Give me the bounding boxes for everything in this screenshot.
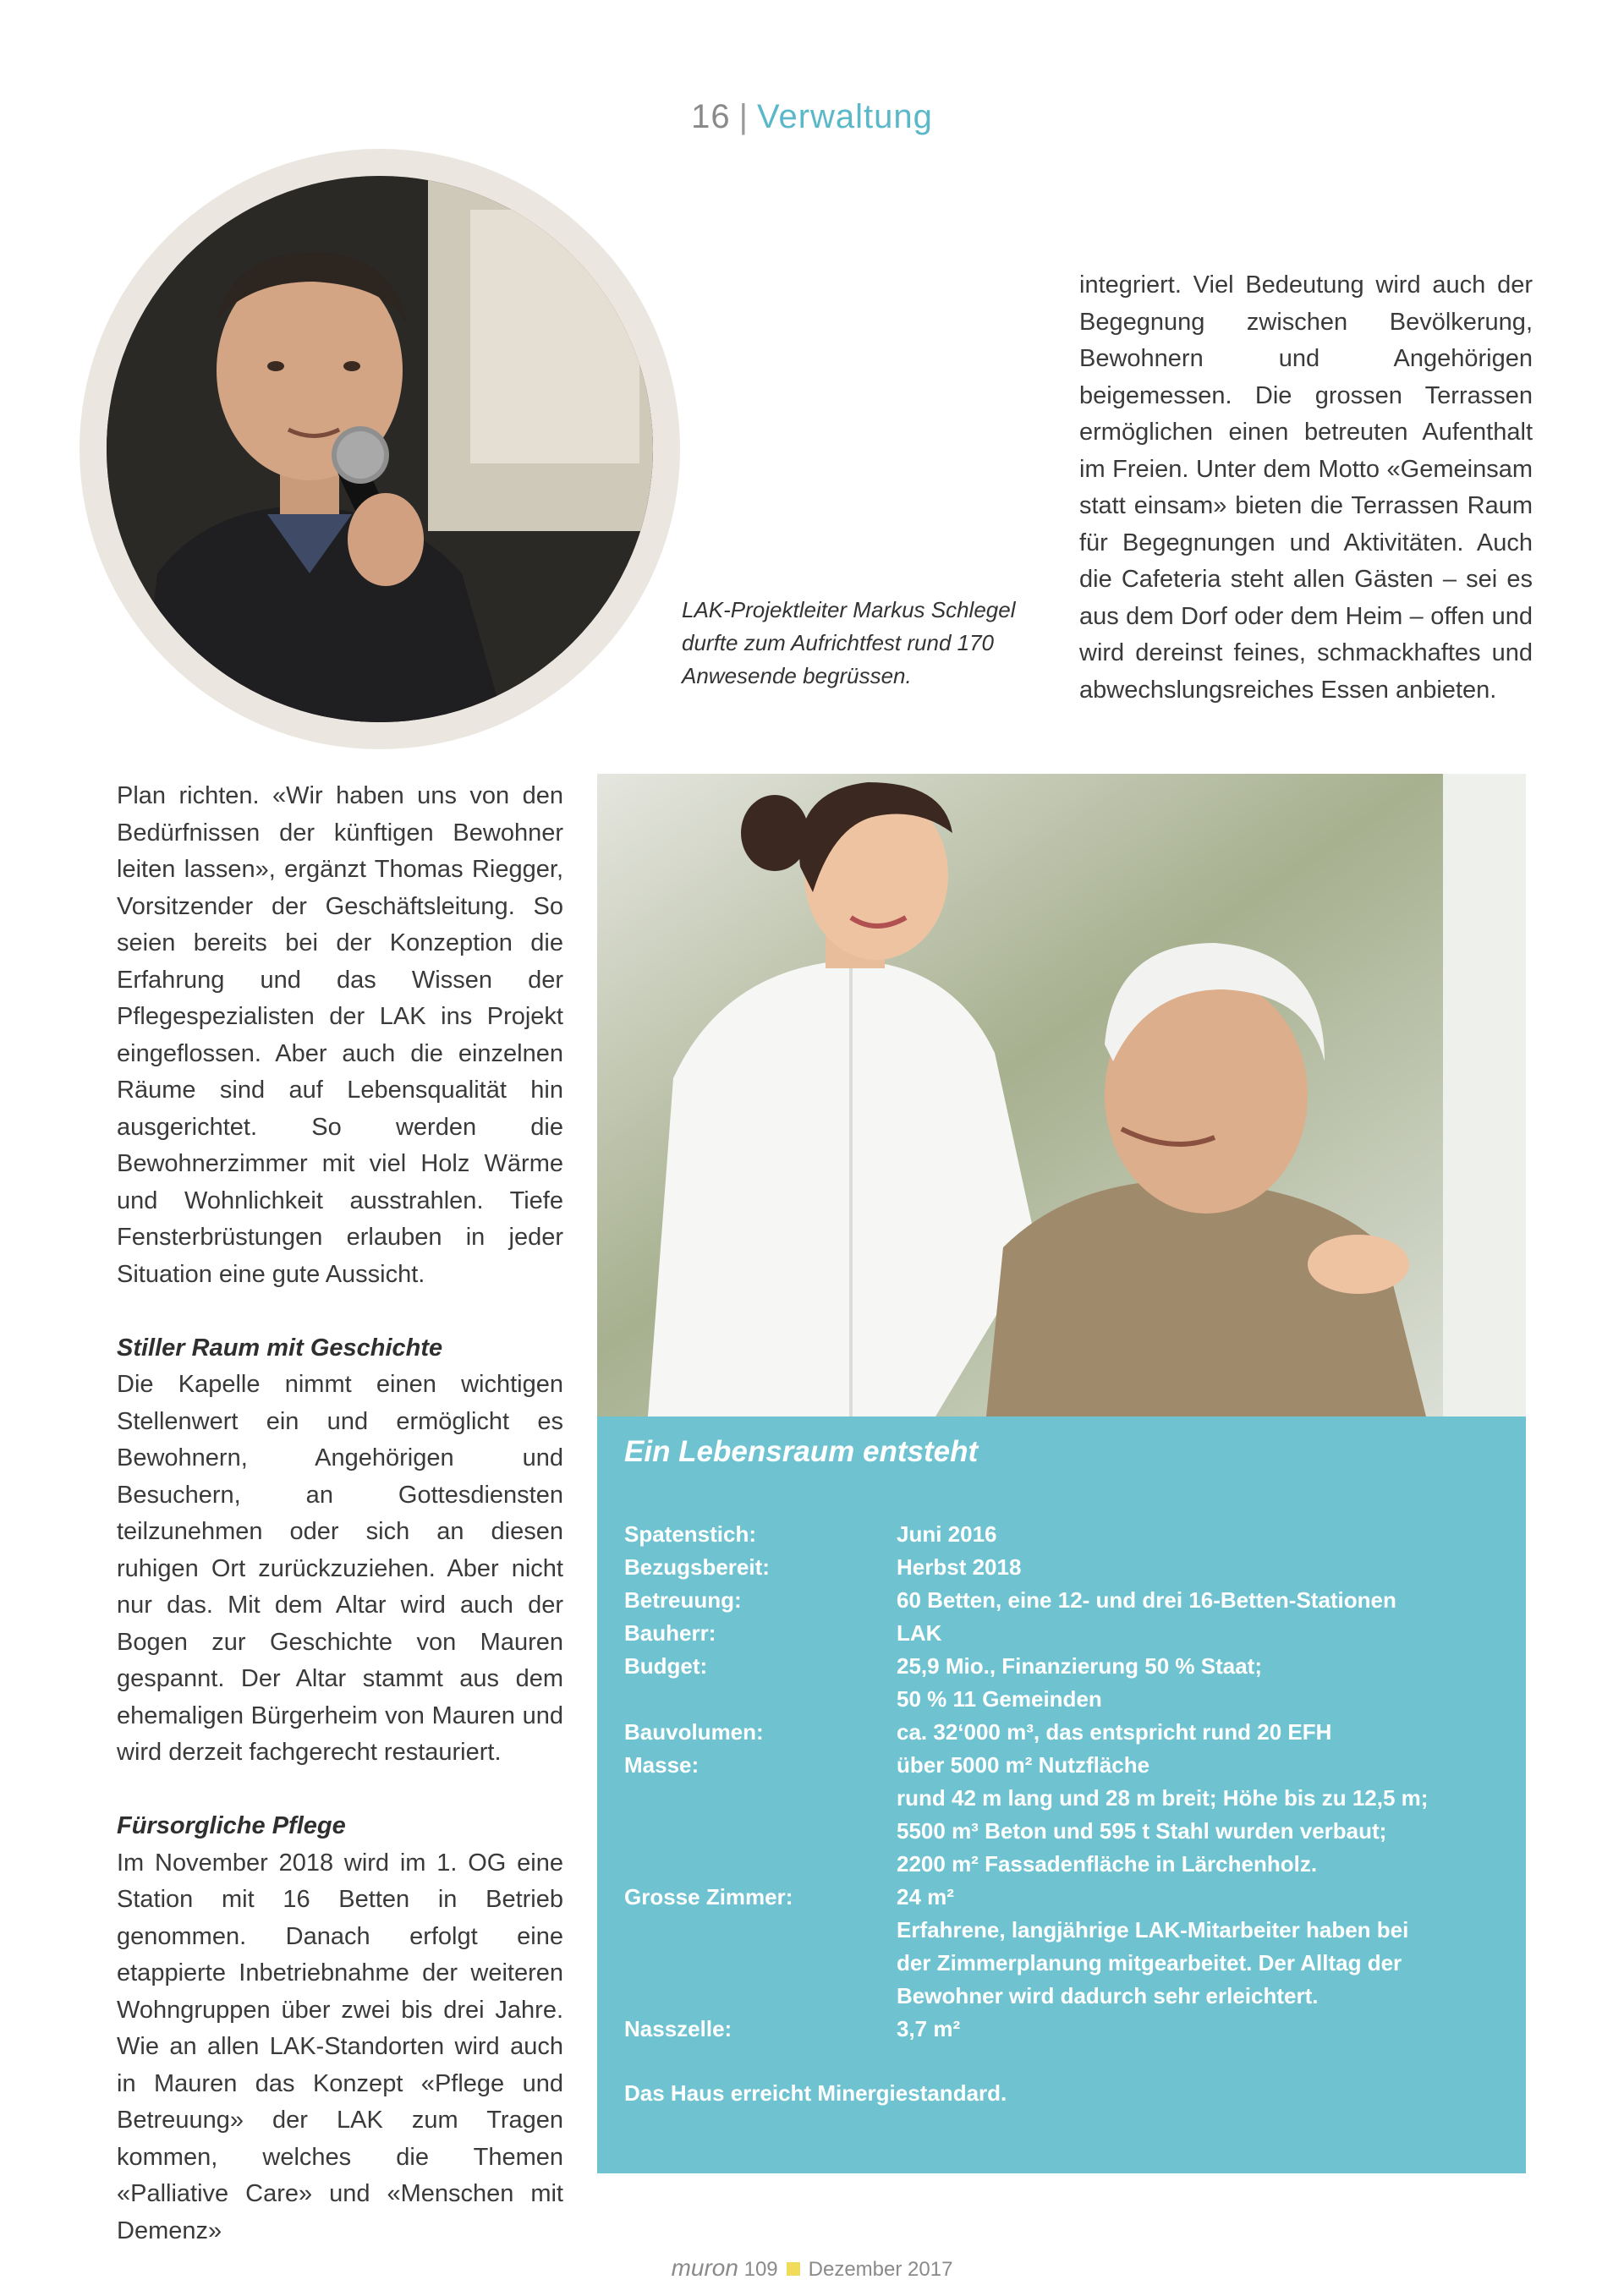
fact-box-title: Ein Lebensraum entsteht: [624, 1435, 979, 1468]
fact-key: Bezugsbereit:: [624, 1554, 770, 1580]
heading-fuersorgliche-pflege: Fürsorgliche Pflege: [117, 1812, 346, 1839]
fact-key: Betreuung:: [624, 1587, 742, 1613]
fact-row: [624, 1584, 1504, 1617]
fact-value: 50 % 11 Gemeinden: [897, 1686, 1102, 1712]
fact-row: [624, 2013, 1504, 2046]
heading-stiller-raum: Stiller Raum mit Geschichte: [117, 1334, 443, 1362]
fact-list: [624, 1518, 1504, 2046]
fact-value: Bewohner wird dadurch sehr erleichtert.: [897, 1983, 1319, 2008]
fact-key: Budget:: [624, 1653, 708, 1679]
page-number: 16: [691, 98, 731, 135]
fact-row: [624, 1650, 1504, 1683]
fact-value: Herbst 2018: [897, 1554, 1022, 1580]
fact-row: [624, 1617, 1504, 1650]
fact-row: [624, 1716, 1504, 1749]
magazine-brand: muron: [671, 2255, 738, 2281]
fact-key: [624, 1914, 897, 1947]
fact-row: [624, 1980, 1504, 2013]
fact-key: Bauherr:: [624, 1620, 716, 1646]
fact-value: 24 m²: [897, 1884, 954, 1910]
fact-key: [624, 1782, 897, 1815]
speaker-portrait-image: [107, 176, 653, 722]
fact-key: Nasszelle:: [624, 2016, 732, 2041]
fact-row: [624, 1881, 1504, 1914]
fact-value: 60 Betten, eine 12- und drei 16-Betten-Stationen: [897, 1587, 1396, 1613]
fact-value: rund 42 m lang und 28 m breit; Höhe bis zu 12,5 m;: [897, 1785, 1429, 1811]
fact-row: [624, 1782, 1504, 1815]
fact-value: 3,7 m²: [897, 2016, 961, 2041]
fact-key: [624, 1848, 897, 1881]
fact-value: 25,9 Mio., Finanzierung 50 % Staat;: [897, 1653, 1262, 1679]
fact-value: der Zimmerplanung mitgearbeitet. Der Alltag der: [897, 1950, 1402, 1975]
fact-row: [624, 1551, 1504, 1584]
fact-value: 5500 m³ Beton und 595 t Stahl wurden verbaut;: [897, 1818, 1387, 1844]
fact-value: ca. 32‘000 m³, das entspricht rund 20 EFH: [897, 1719, 1332, 1745]
fact-key: [624, 1815, 897, 1848]
left-paragraph-1: Plan richten. «Wir haben uns von den Bedürfnissen der künftigen Bewohner leiten lassen», ergänzt Thomas Riegger, Vorsitzender der Geschäftsleitung. So seien bereits bei der Konzeption die Erfahrung und das Wissen der Pflegespezialisten der LAK ins Projekt eingeflossen. Aber auch die einzelnen Räume sind auf Lebensqualität hin ausgerichtet. So werden die Bewohnerzimmer mit viel Holz Wärme und Wohnlichkeit ausstrahlen. Tiefe Fensterbrüstungen erlauben in jeder Situation eine gute Aussicht.: [117, 782, 563, 1288]
fact-box-closing: Das Haus erreicht Minergiestandard.: [624, 2080, 1007, 2106]
fact-value: LAK: [897, 1620, 942, 1646]
fact-row: [624, 1815, 1504, 1848]
portrait-caption: LAK-Projektleiter Markus Schlegel durfte zum Aufrichtfest rund 170 Anwesende begrüssen.: [682, 597, 1016, 688]
fact-value: 2200 m² Fassadenfläche in Lärchenholz.: [897, 1851, 1318, 1877]
left-paragraph-2: Die Kapelle nimmt einen wichtigen Stellenwert ein und ermöglicht es Bewohnern, Angehörigen und Besuchern, an Gottesdiensten teilzunehmen oder sich an diesen ruhigen Ort zurückzuziehen. Aber nicht nur das. Mit dem Altar wird auch der Bogen zur Geschichte von Mauren gespannt. Der Altar stammt aus dem ehemaligen Bürgerheim von Mauren und wird derzeit fachgerecht restauriert.: [117, 1371, 563, 1766]
fact-row: [624, 1914, 1504, 1947]
fact-key: [624, 1947, 897, 1980]
nurse-senior-photo: [597, 774, 1526, 1417]
page-footer: [0, 2255, 1624, 2282]
fact-value: Erfahrene, langjährige LAK-Mitarbeiter haben bei: [897, 1917, 1409, 1943]
fact-row: [624, 1749, 1504, 1782]
right-column-text: integriert. Viel Bedeutung wird auch der Begegnung zwischen Bevölkerung, Bewohnern und Angehörigen beigemessen. Die grossen Terrassen ermöglichen einen betreuten Aufenthalt im Freien. Unter dem Motto «Gemeinsam statt einsam» bieten die Terrassen Raum für Begegnungen und Aktivitäten. Auch die Cafeteria steht allen Gästen – sei es aus dem Dorf oder dem Heim – offen und wird dereinst feines, schmackhaftes und abwechslungsreiches Essen anbieten.: [1079, 271, 1533, 704]
header-separator: |: [738, 98, 749, 135]
fact-key: [624, 1683, 897, 1716]
fact-value: über 5000 m² Nutzfläche: [897, 1752, 1150, 1778]
issue-date: Dezember 2017: [808, 2258, 953, 2281]
left-column: [117, 778, 563, 2249]
fact-key: Masse:: [624, 1752, 700, 1778]
page-header: [0, 98, 1624, 136]
fact-key: Bauvolumen:: [624, 1719, 764, 1745]
fact-row: [624, 1683, 1504, 1716]
fact-key: [624, 1980, 897, 2013]
fact-value: Juni 2016: [897, 1521, 997, 1547]
fact-row: [624, 1518, 1504, 1551]
fact-row: [624, 1947, 1504, 1980]
fact-row: [624, 1848, 1504, 1881]
fact-key: Grosse Zimmer:: [624, 1884, 793, 1910]
fact-key: Spatenstich:: [624, 1521, 757, 1547]
section-title: Verwaltung: [756, 98, 933, 135]
fact-box: [597, 1417, 1526, 2173]
footer-square-icon: [787, 2262, 800, 2276]
left-paragraph-3: Im November 2018 wird im 1. OG eine Station mit 16 Betten in Betrieb genommen. Danach erfolgt eine etappierte Inbetriebnahme der weiteren Wohngruppen über zwei bis drei Jahre. Wie an allen LAK-Standorten wird auch in Mauren das Konzept «Pflege und Betreuung» der LAK zum Tragen kommen, welches die Themen «Palliative Care» und «Menschen mit Demenz»: [117, 1849, 563, 2244]
issue-number: 109: [743, 2258, 778, 2281]
